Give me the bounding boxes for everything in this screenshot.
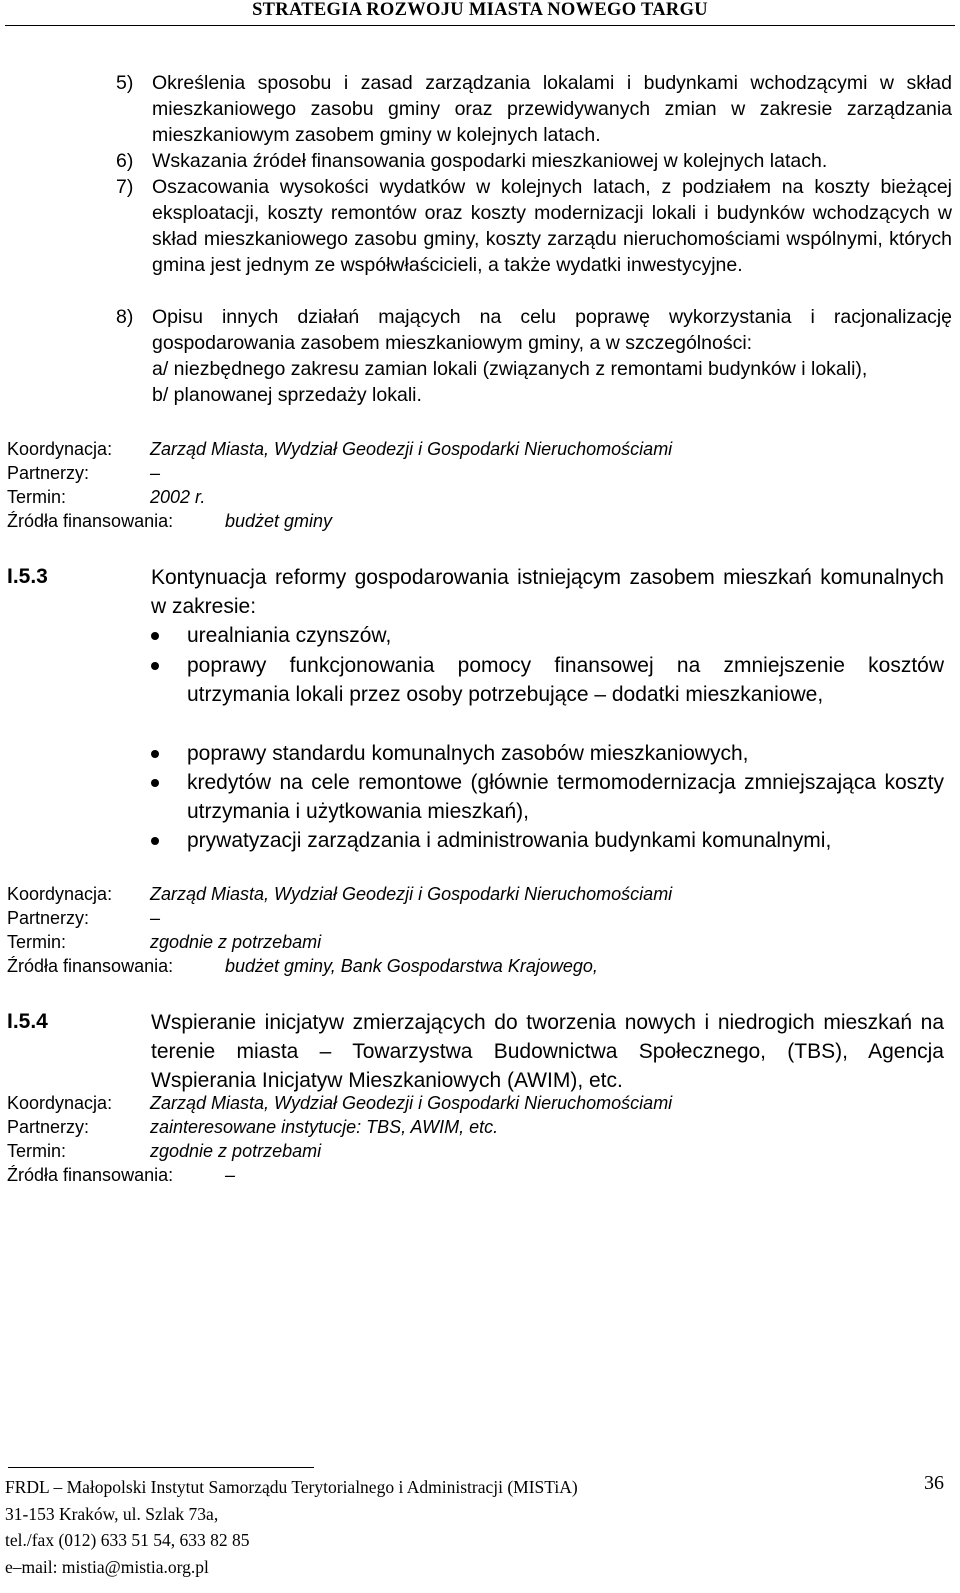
zrodla-label: Źródła finansowania: — [7, 956, 174, 976]
list-subitem-a: a/ niezbędnego zakresu zamian lokali (związanych z remontami budynków i lokali), — [152, 358, 868, 380]
partnerzy-value: – — [150, 463, 161, 483]
koordynacja-row — [7, 438, 673, 460]
koordynacja-row — [7, 883, 673, 905]
zrodla-value: budżet gminy, Bank Gospodarstwa Krajowego, — [225, 956, 598, 976]
termin-value: zgodnie z potrzebami — [150, 1141, 322, 1161]
page-number: 36 — [924, 1472, 944, 1494]
footer-email: e–mail: mistia@mistia.org.pl — [5, 1556, 209, 1577]
bullet-text: urealniania czynszów, — [187, 624, 392, 647]
termin-label: Termin: — [7, 487, 67, 507]
partnerzy-row — [7, 907, 161, 929]
zrodla-row — [7, 955, 598, 977]
bullet-icon — [151, 662, 159, 670]
section-title: Kontynuacja reformy gospodarowania istniejącym zasobem mieszkań komunalnych w zakresie: — [151, 566, 944, 618]
koordynacja-value: Zarząd Miasta, Wydział Geodezji i Gospodarki Nieruchomościami — [150, 1093, 673, 1113]
partnerzy-row — [7, 462, 161, 484]
section-number: I.5.3 — [7, 565, 48, 588]
section-number: I.5.4 — [7, 1010, 48, 1033]
zrodla-row — [7, 510, 333, 532]
bullet-icon — [151, 750, 159, 758]
header-rule — [5, 25, 955, 26]
koordynacja-label: Koordynacja: — [7, 884, 113, 904]
koordynacja-value: Zarząd Miasta, Wydział Geodezji i Gospodarki Nieruchomościami — [150, 439, 673, 459]
footer-phone: tel./fax (012) 633 51 54, 633 82 85 — [5, 1530, 250, 1550]
zrodla-label: Źródła finansowania: — [7, 1165, 174, 1185]
termin-label: Termin: — [7, 1141, 67, 1161]
footer-org: FRDL – Małopolski Instytut Samorządu Terytorialnego i Administracji (MISTiA) — [5, 1477, 578, 1497]
zrodla-row — [7, 1164, 236, 1186]
section-title: Wspieranie inicjatyw zmierzających do tworzenia nowych i niedrogich mieszkań na terenie miasta – Towarzystwa Budownictwa Społecznego, (TBS), Agencja Wspierania Inicjatyw Mieszkaniowych (AWIM), etc. — [151, 1011, 944, 1092]
termin-label: Termin: — [7, 932, 67, 952]
list-text-main: Opisu innych działań mających na celu poprawę wykorzystania i racjonalizację gospodarowania zasobem mieszkaniowym gminy, a w szczególności: — [152, 306, 952, 354]
termin-row — [7, 1140, 322, 1162]
bullet-text: poprawy funkcjonowania pomocy finansowej na zmniejszenie kosztów utrzymania lokali przez osoby potrzebujące – dodatki mieszkaniowe, — [187, 654, 944, 706]
page-footer — [5, 1474, 865, 1580]
partnerzy-label: Partnerzy: — [7, 463, 90, 483]
bullet-icon — [151, 837, 159, 845]
header-title: STRATEGIA ROZWOJU MIASTA NOWEGO TARGU — [252, 0, 708, 20]
partnerzy-value: – — [150, 908, 161, 928]
list-number: 7) — [116, 176, 134, 198]
page-header — [0, 0, 960, 24]
list-text: Wskazania źródeł finansowania gospodarki mieszkaniowej w kolejnych latach. — [152, 150, 828, 172]
bullet-text: poprawy standardu komunalnych zasobów mieszkaniowych, — [187, 742, 749, 765]
koordynacja-label: Koordynacja: — [7, 439, 113, 459]
footer-rule — [8, 1467, 314, 1468]
list-number: 8) — [116, 306, 134, 328]
list-number: 5) — [116, 72, 134, 94]
footer-address: 31-153 Kraków, ul. Szlak 73a, — [5, 1503, 219, 1524]
bullet-text: prywatyzacji zarządzania i administrowania budynkami komunalnymi, — [187, 829, 832, 852]
bullet-icon — [151, 632, 159, 640]
list-number: 6) — [116, 150, 134, 172]
zrodla-label: Źródła finansowania: — [7, 511, 174, 531]
termin-value: zgodnie z potrzebami — [150, 932, 322, 952]
partnerzy-label: Partnerzy: — [7, 908, 90, 928]
list-text: Określenia sposobu i zasad zarządzania lokalami i budynkami wchodzącymi w skład mieszkaniowego zasobu gminy oraz przewidywanych zmian w zakresie zarządzania mieszkaniowym zasobem gminy w kolejnych latach. — [152, 72, 952, 146]
list-text — [152, 304, 952, 408]
termin-row — [7, 931, 322, 953]
list-text: Oszacowania wysokości wydatków w kolejnych latach, z podziałem na koszty bieżącej eksploatacji, koszty remontów oraz koszty modernizacji lokali i budynków wchodzących w skład mieszkaniowego zasobu gminy, koszty zarządu nieruchomościami wspólnymi, których gmina jest jednym ze współwłaścicieli, a także wydatki inwestycyjne. — [152, 176, 952, 276]
koordynacja-row — [7, 1092, 673, 1114]
termin-value: 2002 r. — [150, 487, 206, 507]
bullet-icon — [151, 779, 159, 787]
partnerzy-row — [7, 1116, 499, 1138]
koordynacja-value: Zarząd Miasta, Wydział Geodezji i Gospodarki Nieruchomościami — [150, 884, 673, 904]
termin-row — [7, 486, 206, 508]
list-subitem-b: b/ planowanej sprzedaży lokali. — [152, 384, 422, 406]
zrodla-value: budżet gminy — [225, 511, 333, 531]
zrodla-value: – — [225, 1165, 236, 1185]
partnerzy-label: Partnerzy: — [7, 1117, 90, 1137]
partnerzy-value: zainteresowane instytucje: TBS, AWIM, etc. — [150, 1117, 499, 1137]
koordynacja-label: Koordynacja: — [7, 1093, 113, 1113]
bullet-text: kredytów na cele remontowe (głównie termomodernizacja zmniejszająca koszty utrzymania i użytkowania mieszkań), — [187, 771, 944, 823]
